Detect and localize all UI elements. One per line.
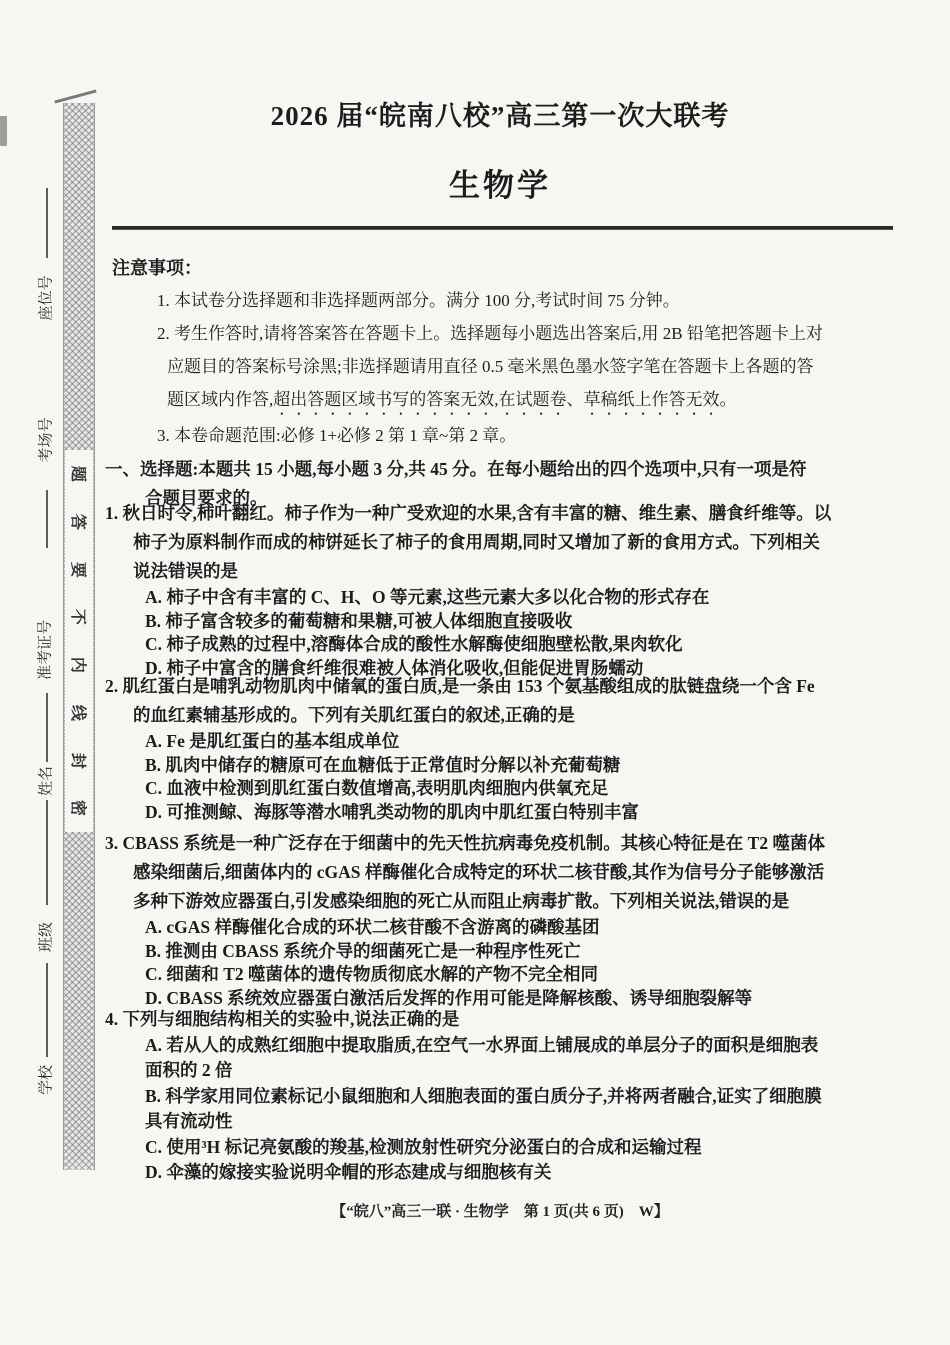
option-a: A. 柿子中含有丰富的 C、H、O 等元素,这些元素大多以化合物的形式存在 [145,587,710,607]
seal-strip-top-edge [54,89,96,103]
margin-label-seat-number: 座位号 [38,275,55,321]
fill-in-blank-line [46,490,48,548]
seal-char: 答 [68,513,86,530]
notices-block [105,252,895,452]
question-stem-line: 1. 秋日时令,柿叶翻红。柿子作为一种广受欢迎的水果,含有丰富的糖、维生素、膳食纤维等。以 [105,503,832,523]
fill-in-blank-line [46,963,48,1057]
option-b: B. 柿子富含较多的葡萄糖和果糖,可被人体细胞直接吸收 [145,610,573,631]
question-1 [105,499,895,680]
question-3 [105,829,895,1010]
question-stem-line: 说法错误的是 [133,561,238,581]
notice-item-continuation [105,383,895,419]
subject-title: 生物学 [449,168,551,203]
option-c: C. 细菌和 T2 噬菌体的遗传物质彻底水解的产物不完全相同 [145,964,599,984]
binding-seal-strip [63,103,95,1170]
section-heading-line: 一、选择题:本题共 15 小题,每小题 3 分,共 45 分。在每小题给出的四个选项中,只有一项是符 [105,459,807,479]
question-stem-line: 柿子为原料制作而成的柿饼延长了柿子的食用周期,同时又增加了新的食用方式。下列相关 [133,532,820,552]
seal-char: 不 [68,609,86,626]
option-d: D. 可推测鲸、海豚等潜水哺乳类动物的肌肉中肌红蛋白特别丰富 [145,801,639,822]
margin-label-class: 班级 [38,921,55,953]
section-heading-line: 合题目要求的。 [145,488,268,508]
margin-label-admission-ticket: 准考证号 [37,619,54,681]
question-stem-line: 感染细菌后,细菌体内的 cGAS 样酶催化合成特定的环状二核苷酸,其作为信号分子能够激活 [133,862,825,882]
notice-text: 题区域内作答, [167,390,274,409]
seal-text-window [65,450,93,832]
seal-char: 密 [68,800,86,817]
seal-char: 题 [68,465,86,482]
option-a: A. Fe 是肌红蛋白的基本组成单位 [145,731,400,751]
page-footer: 【“皖八”高三一联 · 生物学 第 1 页(共 6 页) W】 [331,1204,669,1220]
notice-item-continuation: 应题目的答案标号涂黑;非选择题请用直径 0.5 毫米黑色墨水签字笔在答题卡上各题的答 [167,357,814,376]
fill-in-blank-line [46,800,48,905]
seal-char: 要 [68,561,86,578]
exam-title: 2026 届“皖南八校”高三第一次大联考 [270,101,730,131]
option-a-continuation: 面积的 2 倍 [145,1060,233,1080]
fill-in-blank-line [46,188,48,258]
seal-char: 内 [68,656,86,673]
scan-artifact [0,116,7,146]
question-stem-line: 多种下游效应器蛋白,引发感染细胞的死亡从而阻止病毒扩散。下列相关说法,错误的是 [133,891,790,911]
margin-label-exam-room: 考场号 [38,417,55,463]
option-d: D. 伞藻的嫁接实验说明伞帽的形态建成与细胞核有关 [145,1162,552,1182]
notice-item: 1. 本试卷分选择题和非选择题两部分。满分 100 分,考试时间 75 分钟。 [157,291,680,310]
option-c: C. 血液中检测到肌红蛋白数值增高,表明肌肉细胞内供氧充足 [145,778,609,798]
option-d: D. CBASS 系统效应器蛋白激活后发挥的作用可能是降解核酸、诱导细胞裂解等 [145,987,753,1008]
notice-item: 2. 考生作答时,请将答案答在答题卡上。选择题每小题选出答案后,用 2B 铅笔把答题卡上对 [157,324,823,343]
seal-char: 封 [68,752,86,769]
option-b: B. 推测由 CBASS 系统介导的细菌死亡是一种程序性死亡 [145,940,581,961]
option-a: A. cGAS 样酶催化合成的环状二核苷酸不含游离的磷酸基团 [145,917,600,937]
notice-item: 3. 本卷命题范围:必修 1+必修 2 第 1 章~第 2 章。 [157,426,517,445]
notices-heading: 注意事项： [112,258,202,278]
option-c: C. 使用³H 标记亮氨酸的羧基,检测放射性研究分泌蛋白的合成和运输过程 [145,1136,702,1157]
seal-char: 线 [68,704,86,721]
question-4 [105,1007,895,1186]
question-stem-line: 2. 肌红蛋白是哺乳动物肌肉中储氧的蛋白质,是一条由 153 个氨基酸组成的肽链盘绕一个含 Fe [105,676,815,696]
option-b-continuation: 具有流动性 [145,1111,233,1131]
question-stem-line: 的血红素辅基形成的。下列有关肌红蛋白的叙述,正确的是 [133,705,575,725]
option-d: D. 柿子中富含的膳食纤维很难被人体消化吸收,但能促进胃肠蠕动 [145,657,644,678]
margin-label-school: 学校 [38,1064,55,1096]
question-stem-line: 3. CBASS 系统是一种广泛存在于细菌中的先天性抗病毒免疫机制。其核心特征是在 T2 噬菌体 [105,833,825,853]
question-stem-line: 4. 下列与细胞结构相关的实验中,说法正确的是 [105,1009,460,1029]
question-2 [105,672,895,824]
notice-emphasized-text: 超出答题区域书写的答案无效,在试题卷、草稿纸上作答无效。 [273,390,737,409]
option-b: B. 科学家用同位素标记小鼠细胞和人细胞表面的蛋白质分子,并将两者融合,证实了细胞膜 [145,1085,822,1106]
margin-label-name: 姓名 [38,765,55,797]
title-divider-rule [112,226,893,230]
option-b: B. 肌肉中储存的糖原可在血糖低于正常值时分解以补充葡萄糖 [145,754,621,775]
fill-in-blank-line [46,693,48,762]
option-a: A. 若从人的成熟红细胞中提取脂质,在空气一水界面上铺展成的单层分子的面积是细胞表 [145,1034,819,1055]
option-c: C. 柿子成熟的过程中,溶酶体合成的酸性水解酶使细胞壁松散,果肉软化 [145,634,683,654]
